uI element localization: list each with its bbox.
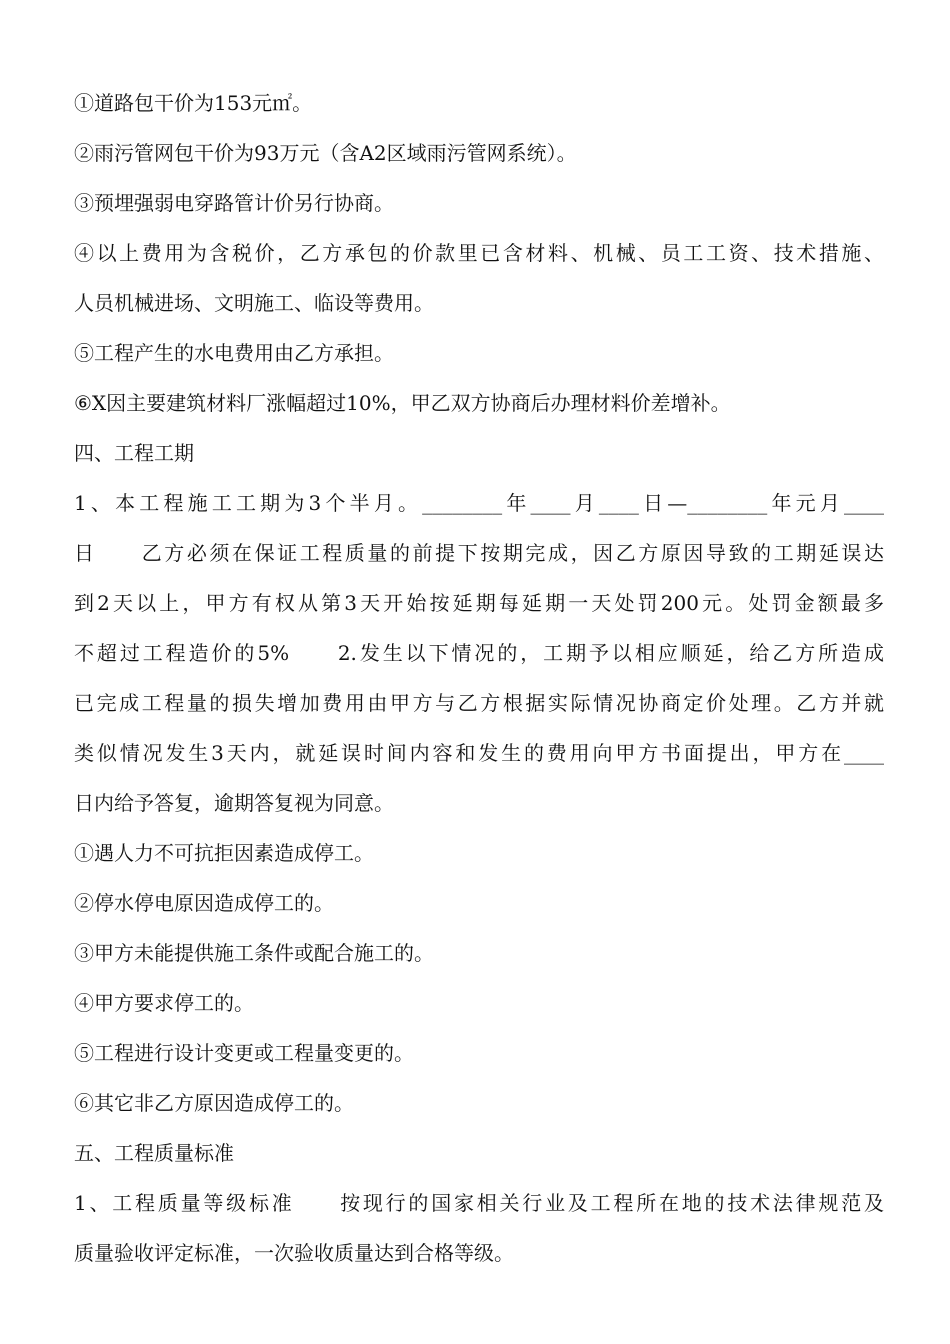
pricing-item-3: ③预埋强弱电穿路管计价另行协商。 [74,191,394,215]
pricing-item-5: ⑤工程产生的水电费用由乙方承担。 [74,341,394,365]
schedule-line-2: 日 乙方必须在保证工程质量的前提下按期完成，因乙方原因导致的工期延误达 [74,541,884,565]
pricing-item-4-line-1: ④以上费用为含税价，乙方承包的价款里已含材料、机械、员工工资、技术措施、 [74,241,884,265]
delay-item-2: ②停水停电原因造成停工的。 [74,891,334,915]
section-4-heading: 四、工程工期 [74,441,194,465]
schedule-line-1: 1、本工程施工工期为3个半月。________年____月____日—________年元月____ [74,491,884,515]
schedule-line-4: 不超过工程造价的5% 2.发生以下情况的，工期予以相应顺延，给乙方所造成 [74,641,884,665]
schedule-line-7: 日内给予答复，逾期答复视为同意。 [74,791,394,815]
quality-line-2: 质量验收评定标准，一次验收质量达到合格等级。 [74,1241,514,1265]
quality-line-1: 1、工程质量等级标准 按现行的国家相关行业及工程所在地的技术法律规范及 [74,1191,884,1215]
delay-item-6: ⑥其它非乙方原因造成停工的。 [74,1091,354,1115]
schedule-line-6: 类似情况发生3天内，就延误时间内容和发生的费用向甲方书面提出，甲方在____ [74,741,884,765]
schedule-line-5: 已完成工程量的损失增加费用由甲方与乙方根据实际情况协商定价处理。乙方并就 [74,691,884,715]
pricing-item-2: ②雨污管网包干价为93万元（含A2区域雨污管网系统）。 [74,141,577,165]
schedule-line-3: 到2天以上，甲方有权从第3天开始按延期每延期一天处罚200元。处罚金额最多 [74,591,884,615]
pricing-item-6: ⑥X因主要建筑材料厂涨幅超过10%，甲乙双方协商后办理材料价差增补。 [74,391,731,415]
delay-item-1: ①遇人力不可抗拒因素造成停工。 [74,841,374,865]
document-body [74,78,884,1278]
section-5-heading: 五、工程质量标准 [74,1141,234,1165]
delay-item-4: ④甲方要求停工的。 [74,991,254,1015]
delay-item-3: ③甲方未能提供施工条件或配合施工的。 [74,941,434,965]
pricing-item-1: ①道路包干价为153元㎡。 [74,91,313,115]
delay-item-5: ⑤工程进行设计变更或工程量变更的。 [74,1041,414,1065]
pricing-item-4-line-2: 人员机械进场、文明施工、临设等费用。 [74,291,434,315]
